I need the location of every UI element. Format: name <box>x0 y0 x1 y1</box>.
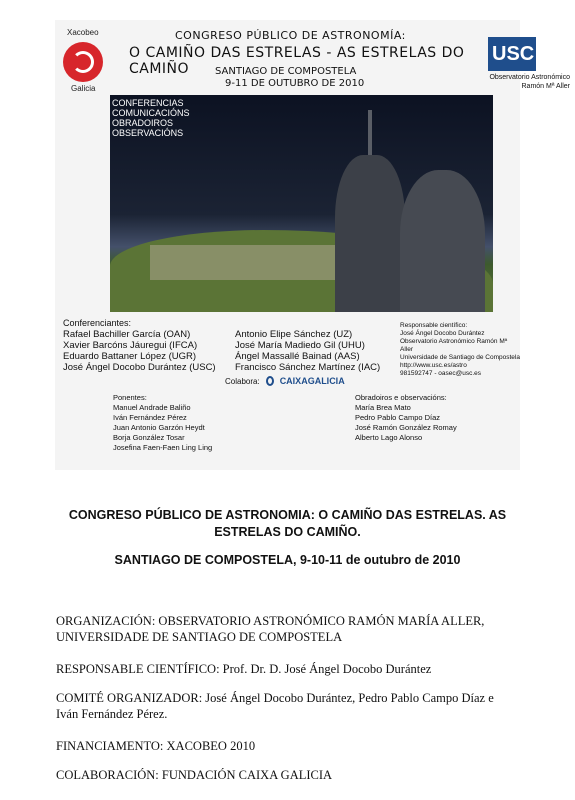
speakers-right-list <box>235 329 380 373</box>
speaker: Rafael Bachiller García (OAN) <box>63 329 191 340</box>
speaker: José Ángel Docobo Durántez (USC) <box>63 362 216 373</box>
workshop-person: Pedro Pablo Campo Díaz <box>355 413 441 422</box>
poster-title-line-4: 9-11 DE OUTUBRO DE 2010 <box>225 78 365 89</box>
xacobeo-logo <box>63 42 103 82</box>
speaker: Antonio Elipe Sánchez (UZ) <box>235 329 353 340</box>
document-title: CONGRESO PÚBLICO DE ASTRONOMIA: O CAMIÑO DAS ESTRELAS. AS ESTRELAS DO CAMIÑO. <box>68 508 507 539</box>
funding-line: FINANCIAMENTO: XACOBEO 2010 <box>56 739 256 753</box>
organization-line: ORGANIZACIÓN: OBSERVATORIO ASTRONÓMICO RAMÓN MARÍA ALLER, UNIVERSIDADE DE SANTIAGO DE COMPOSTELA <box>56 614 485 644</box>
speakers-heading: Conferenciantes: <box>63 318 132 328</box>
usc-logo: USC <box>488 37 536 71</box>
speaker: José María Madiedo Gil (UHU) <box>235 340 365 351</box>
speaker: Eduardo Battaner López (UGR) <box>63 351 197 362</box>
activity-tag: COMUNICACIÓNS <box>112 108 190 118</box>
activity-tag: OBSERVACIÓNS <box>112 128 184 138</box>
ponente: Manuel Andrade Baliño <box>113 403 191 412</box>
contact-line: http://www.usc.es/astro <box>400 362 467 369</box>
poster-header <box>55 20 570 95</box>
activity-tag: OBRADOIROS <box>112 118 174 128</box>
xacobeo-shell-icon <box>72 51 94 73</box>
caixagalicia-icon <box>266 376 274 386</box>
ponente: Juan Antonio Garzón Heydt <box>113 423 205 432</box>
speaker: Ángel Massallé Bainad (AAS) <box>235 351 360 362</box>
document-subtitle: SANTIAGO DE COMPOSTELA, 9-10-11 de outubro de 2010 <box>114 553 461 567</box>
scientific-lead-line: RESPONSABLE CIENTÍFICO: Prof. Dr. D. José Ángel Docobo Durántez <box>56 662 432 676</box>
contact-line: Responsable científico: <box>400 322 468 329</box>
ponente: Ponentes: <box>113 393 147 402</box>
activity-tag: CONFERENCIAS <box>112 98 184 108</box>
observatory-label-line: Observatorio Astronómico <box>489 74 570 81</box>
workshop-person: María Brea Mato <box>355 403 411 412</box>
collaborator-sponsor: CAIXAGALICIA <box>279 376 345 386</box>
event-poster <box>55 20 570 470</box>
contact-line: Observatorio Astronómico Ramón Mª Aller <box>400 338 508 353</box>
ponente: Josefina Faen-Faen Ling Ling <box>113 443 213 452</box>
organizing-committee-line: COMITÉ ORGANIZADOR: José Ángel Docobo Durántez, Pedro Pablo Campo Díaz e Iván Fernández Pérez. <box>56 691 494 721</box>
speakers-left-list <box>63 329 216 373</box>
collaborator-label: Colabora: <box>225 376 260 386</box>
collaboration-line: COLABORACIÓN: FUNDACIÓN CAIXA GALICIA <box>56 768 333 782</box>
contact-line: Universidade de Santiago de Compostela <box>400 354 520 361</box>
collaborator-row <box>225 376 345 386</box>
workshop-person: José Ramón González Romay <box>355 423 457 432</box>
ponente: Borja González Tosar <box>113 433 185 442</box>
starry-sky-photo <box>110 95 493 312</box>
pilgrim-statue-left <box>335 155 405 312</box>
galicia-label: Galicia <box>71 84 96 93</box>
activity-tags <box>112 98 190 138</box>
poster-title-line-3: SANTIAGO DE COMPOSTELA <box>215 66 357 77</box>
observatory-label <box>460 73 570 91</box>
xacobeo-label: Xacobeo <box>67 28 99 37</box>
contact-line: José Ángel Docobo Durántez <box>400 330 485 337</box>
speaker: Francisco Sánchez Martínez (IAC) <box>235 362 381 373</box>
workshops-list <box>355 393 457 443</box>
ponentes-list <box>113 393 212 453</box>
pilgrim-statue-right <box>400 170 485 312</box>
poster-title-line-1: CONGRESO PÚBLICO DE ASTRONOMÍA: <box>175 29 406 42</box>
workshop-person: Obradoiros e observacións: <box>355 393 447 402</box>
scientific-contact <box>400 322 520 378</box>
contact-line: 981592747 - oasec@usc.es <box>400 370 482 377</box>
ponente: Iván Fernández Pérez <box>113 413 187 422</box>
observatory-label-line: Ramón Mª Aller <box>521 83 570 90</box>
poster-title-line-2: O CAMIÑO DAS ESTRELAS - AS ESTRELAS DO CAMIÑO <box>129 45 465 77</box>
workshop-person: Alberto Lago Alonso <box>355 433 423 442</box>
speaker: Xavier Barcóns Jáuregui (IFCA) <box>63 340 198 351</box>
